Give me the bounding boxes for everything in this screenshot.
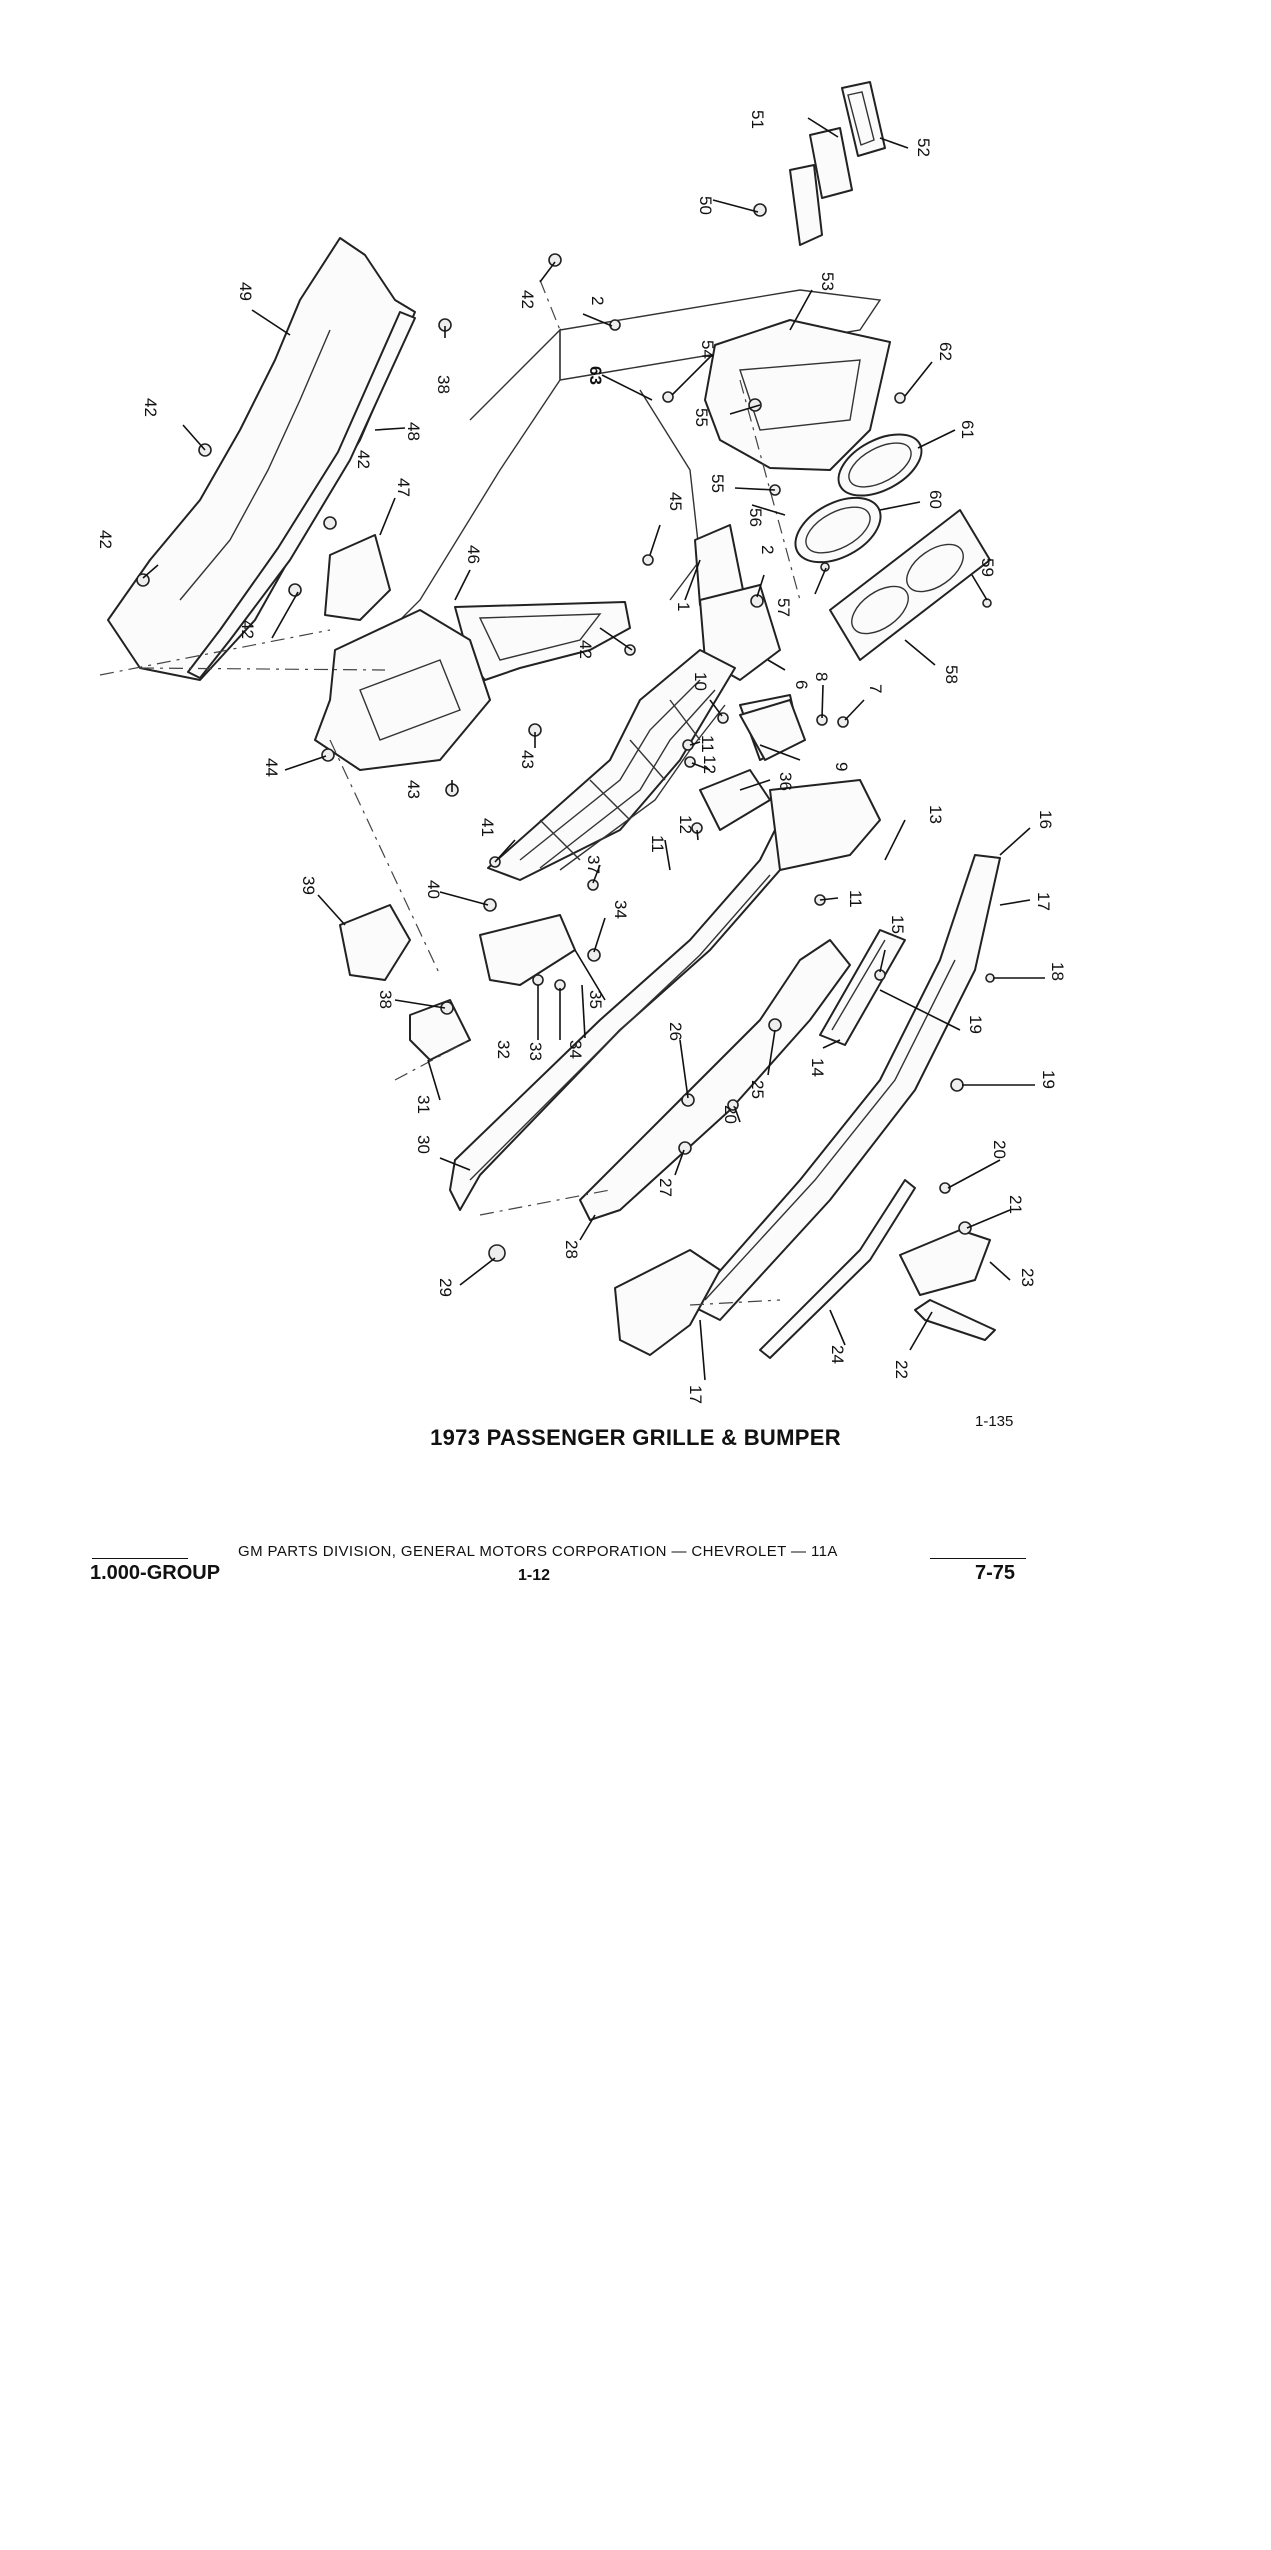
callout-51: 51 bbox=[748, 110, 767, 129]
footer-date: 7-75 bbox=[975, 1562, 1016, 1584]
figure-caption: 1973 PASSENGER GRILLE & BUMPER bbox=[430, 1425, 841, 1450]
callout-31: 31 bbox=[414, 1095, 433, 1114]
callout-43a: 43 bbox=[518, 750, 537, 769]
callout-14: 14 bbox=[808, 1058, 827, 1077]
callout-19a: 19 bbox=[966, 1015, 985, 1034]
callout-20b: 20 bbox=[990, 1140, 1009, 1159]
callout-36: 36 bbox=[776, 772, 795, 791]
footer-rule-left bbox=[92, 1558, 188, 1559]
callout-29: 29 bbox=[436, 1278, 455, 1297]
callout-22: 22 bbox=[892, 1360, 911, 1379]
callout-42d: 42 bbox=[96, 530, 115, 549]
callout-49: 49 bbox=[236, 282, 255, 301]
callout-50: 50 bbox=[696, 196, 715, 215]
callout-59: 59 bbox=[978, 558, 997, 577]
callout-62: 62 bbox=[936, 342, 955, 361]
callout-11a: 11 bbox=[698, 735, 717, 753]
callout-38b: 38 bbox=[376, 990, 395, 1009]
callout-56: 56 bbox=[746, 508, 765, 527]
callout-18: 18 bbox=[1048, 962, 1067, 981]
callout-41: 41 bbox=[478, 818, 497, 837]
callout-52: 52 bbox=[914, 138, 933, 157]
callout-11c: 11 bbox=[846, 890, 865, 908]
callout-23: 23 bbox=[1018, 1268, 1037, 1287]
callout-60: 60 bbox=[926, 490, 945, 509]
callout-21: 21 bbox=[1006, 1195, 1025, 1214]
callout-37: 37 bbox=[584, 855, 603, 874]
callout-45: 45 bbox=[666, 492, 685, 511]
figure-reference-number: 1-135 bbox=[975, 1413, 1014, 1430]
callout-42f: 42 bbox=[576, 640, 595, 659]
callout-32: 32 bbox=[494, 1040, 513, 1059]
callout-25: 25 bbox=[748, 1080, 767, 1099]
headlamp-bezel-part bbox=[790, 82, 885, 245]
callout-13: 13 bbox=[926, 805, 945, 824]
footer-rule-right bbox=[930, 1558, 1026, 1559]
callout-12b: 12 bbox=[676, 815, 695, 834]
footer-group-label: 1.000-GROUP bbox=[90, 1562, 221, 1584]
callout-11b: 11 bbox=[648, 835, 667, 853]
callout-57: 57 bbox=[774, 598, 793, 617]
callout-2b: 2 bbox=[758, 545, 777, 555]
callout-42c: 42 bbox=[354, 450, 373, 469]
footer-page-number: 1-12 bbox=[518, 1567, 551, 1584]
callout-10: 10 bbox=[691, 672, 710, 691]
grille-side-extension-part bbox=[315, 535, 490, 770]
callout-38a: 38 bbox=[434, 375, 453, 394]
callout-20a: 20 bbox=[721, 1105, 740, 1124]
footer-division-text: GM PARTS DIVISION, GENERAL MOTORS CORPORATION — CHEVROLET — 11A bbox=[238, 1543, 838, 1560]
callout-53: 53 bbox=[818, 272, 837, 291]
callout-44: 44 bbox=[262, 758, 281, 777]
callout-34b: 34 bbox=[566, 1040, 585, 1059]
grille-filler-part bbox=[700, 770, 770, 830]
callout-12a: 12 bbox=[700, 755, 719, 774]
grille-molding-part bbox=[455, 602, 630, 680]
callout-55b: 55 bbox=[708, 474, 727, 493]
callout-7: 7 bbox=[866, 684, 885, 694]
callout-63: 63 bbox=[586, 366, 605, 385]
callout-48: 48 bbox=[404, 422, 423, 441]
callout-58: 58 bbox=[942, 665, 961, 684]
callout-6: 6 bbox=[792, 680, 811, 690]
callout-42a: 42 bbox=[518, 290, 537, 309]
callout-28: 28 bbox=[562, 1240, 581, 1259]
callout-19b: 19 bbox=[1039, 1070, 1058, 1089]
callout-2a: 2 bbox=[588, 296, 607, 306]
callout-46: 46 bbox=[464, 545, 483, 564]
callout-27: 27 bbox=[656, 1178, 675, 1197]
callout-39: 39 bbox=[299, 876, 318, 895]
callout-54: 54 bbox=[698, 340, 717, 359]
callout-1: 1 bbox=[674, 602, 693, 612]
callout-35: 35 bbox=[586, 990, 605, 1009]
callout-15: 15 bbox=[888, 915, 907, 934]
callout-34a: 34 bbox=[611, 900, 630, 919]
callout-17b: 17 bbox=[686, 1385, 705, 1404]
callout-47: 47 bbox=[394, 478, 413, 497]
callout-30: 30 bbox=[414, 1135, 433, 1154]
callout-labels bbox=[96, 110, 1067, 1404]
callout-16: 16 bbox=[1036, 810, 1055, 829]
callout-61: 61 bbox=[958, 420, 977, 439]
callout-8: 8 bbox=[812, 672, 831, 682]
callout-40: 40 bbox=[424, 880, 443, 899]
callout-43b: 43 bbox=[404, 780, 423, 799]
callout-42e: 42 bbox=[238, 620, 257, 639]
callout-17a: 17 bbox=[1034, 892, 1053, 911]
callout-9: 9 bbox=[832, 762, 851, 772]
callout-55a: 55 bbox=[692, 408, 711, 427]
callout-26: 26 bbox=[666, 1022, 685, 1041]
bumper-guard-part bbox=[900, 1230, 995, 1340]
callout-24: 24 bbox=[828, 1345, 847, 1364]
callout-33: 33 bbox=[526, 1042, 545, 1061]
callout-42b: 42 bbox=[141, 398, 160, 417]
